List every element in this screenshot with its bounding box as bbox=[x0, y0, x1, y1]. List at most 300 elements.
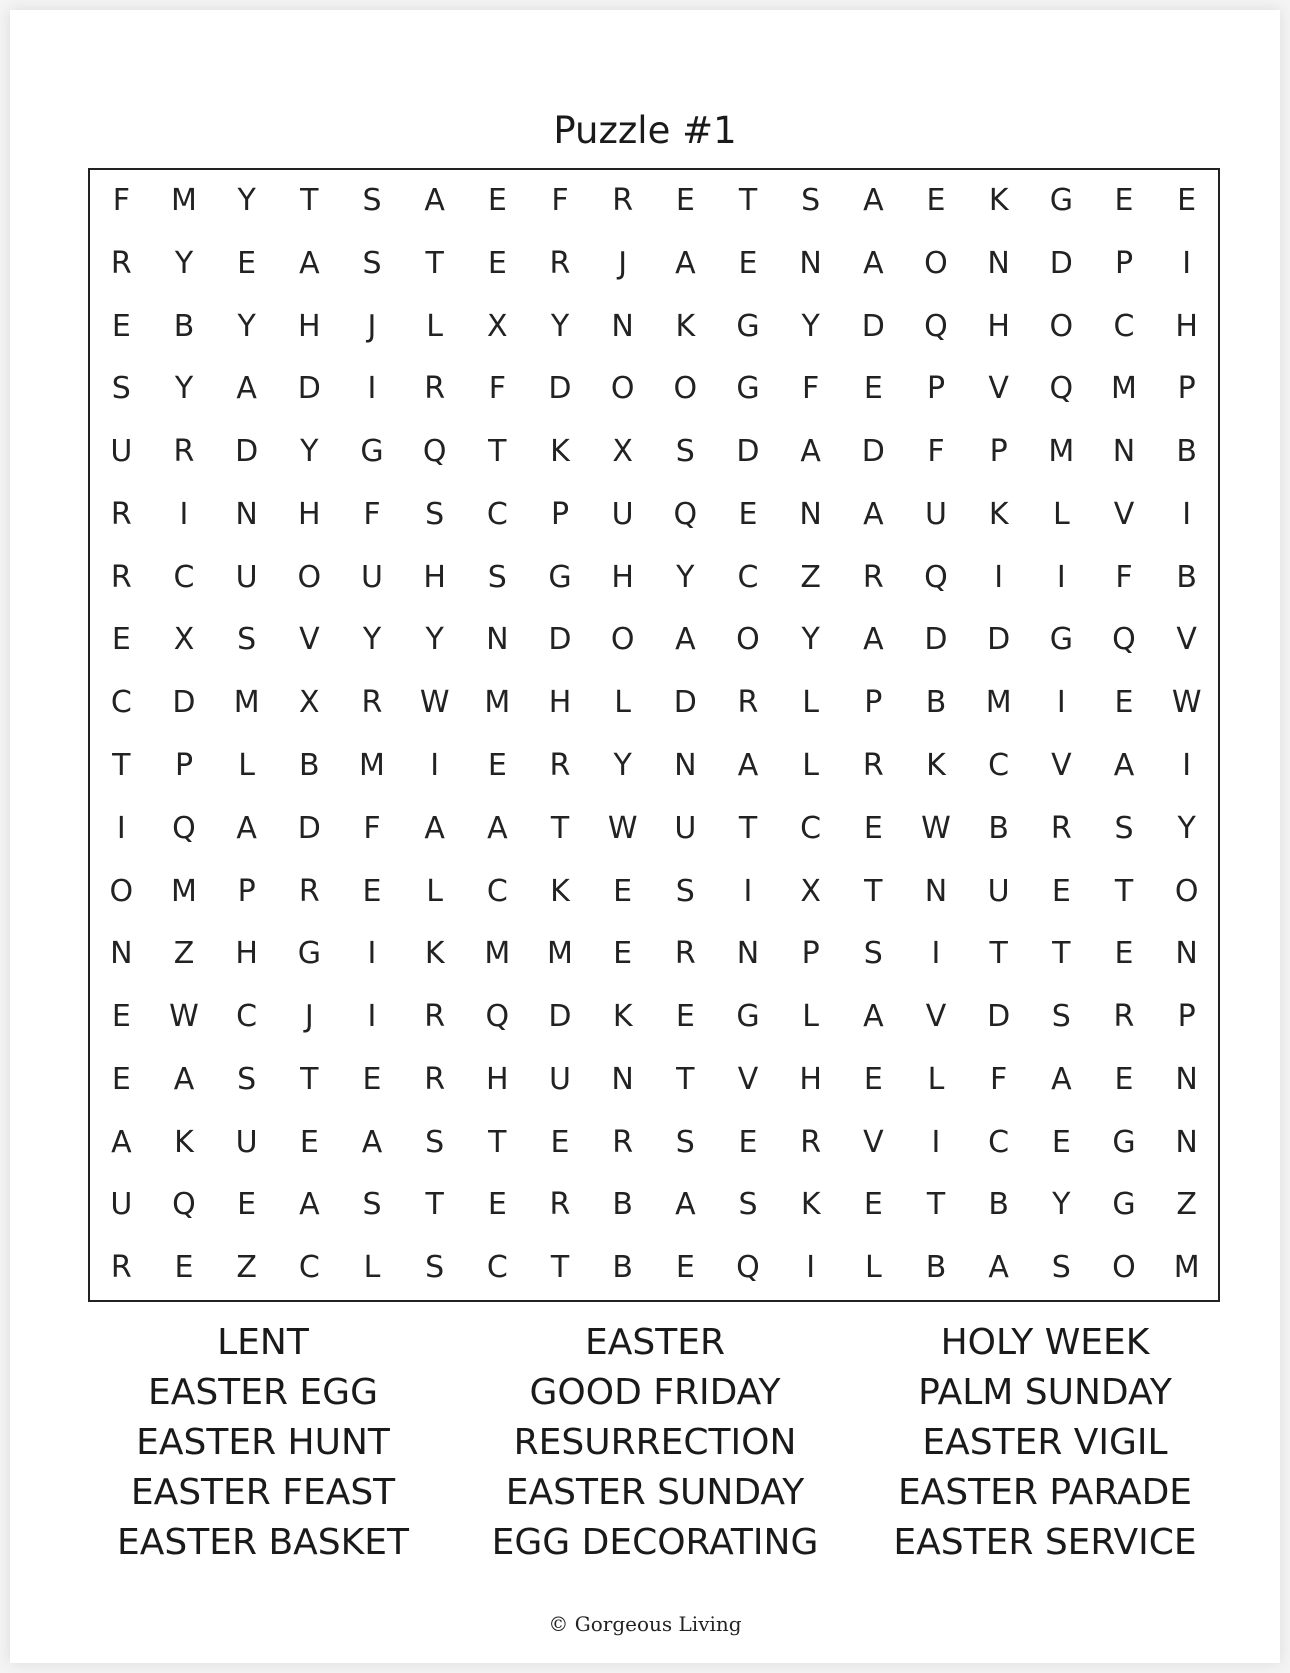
grid-letter: Y bbox=[237, 308, 256, 344]
grid-letter: W bbox=[921, 810, 951, 846]
grid-letter: B bbox=[925, 1250, 947, 1286]
grid-letter: P bbox=[1177, 999, 1196, 1035]
grid-letter: R bbox=[361, 685, 383, 721]
grid-row bbox=[90, 923, 1218, 986]
grid-letter: P bbox=[1177, 371, 1196, 407]
grid-letter: C bbox=[988, 748, 1010, 783]
grid-letter: L bbox=[927, 1061, 945, 1097]
grid-letter: I bbox=[1182, 245, 1192, 281]
grid-letter: E bbox=[675, 1250, 695, 1286]
grid-letter: E bbox=[1051, 1124, 1071, 1160]
grid-letter: C bbox=[236, 999, 258, 1035]
grid-letter: U bbox=[674, 810, 697, 846]
grid-letter: S bbox=[425, 1124, 445, 1160]
grid-letter: K bbox=[988, 496, 1009, 532]
grid-letter: N bbox=[1112, 434, 1136, 470]
grid-letter: Q bbox=[924, 559, 948, 595]
grid-letter: N bbox=[736, 936, 760, 972]
grid-letter: L bbox=[1052, 496, 1070, 532]
grid-letter: A bbox=[487, 810, 508, 846]
grid-letter: S bbox=[487, 559, 507, 595]
grid-letter: H bbox=[298, 496, 321, 532]
grid-letter: R bbox=[110, 245, 132, 281]
grid-letter: E bbox=[675, 999, 695, 1035]
grid-letter: L bbox=[802, 748, 820, 783]
grid-letter: D bbox=[924, 622, 948, 658]
grid-letter: Y bbox=[425, 622, 444, 658]
grid-letter: R bbox=[424, 999, 446, 1035]
grid-letter: U bbox=[110, 1187, 133, 1223]
grid-letter: D bbox=[861, 308, 885, 344]
grid-letter: A bbox=[863, 245, 884, 281]
grid-letter: F bbox=[112, 183, 130, 218]
grid-letter: K bbox=[550, 873, 570, 909]
grid-letter: U bbox=[361, 559, 383, 595]
word-list-item: EASTER FEAST bbox=[130, 1472, 396, 1513]
grid-letter: A bbox=[737, 748, 759, 783]
grid-letter: I bbox=[1182, 496, 1192, 532]
grid-letter: N bbox=[799, 245, 822, 281]
grid-letter: G bbox=[360, 434, 384, 470]
grid-letter: M bbox=[233, 685, 260, 721]
grid-letter: Y bbox=[613, 748, 632, 783]
grid-letter: E bbox=[738, 1124, 758, 1160]
grid-letter: U bbox=[110, 434, 133, 470]
grid-letter: E bbox=[111, 308, 131, 344]
grid-letter: Y bbox=[362, 622, 382, 658]
grid-letter: I bbox=[367, 999, 377, 1035]
grid-letter: U bbox=[925, 496, 947, 532]
grid-letter: O bbox=[673, 371, 698, 407]
grid-letter: A bbox=[173, 1061, 195, 1097]
grid-letter: I bbox=[430, 748, 440, 783]
grid-letter: U bbox=[611, 496, 634, 532]
grid-letter: H bbox=[235, 936, 258, 972]
grid-letter: L bbox=[238, 748, 256, 783]
grid-letter: R bbox=[674, 936, 696, 972]
grid-letter: A bbox=[299, 245, 320, 281]
grid-letter: A bbox=[361, 1124, 383, 1160]
grid-letter: X bbox=[299, 685, 320, 721]
grid-letter: N bbox=[987, 245, 1010, 281]
grid-letter: F bbox=[363, 496, 381, 532]
word-list-column bbox=[830, 1318, 1260, 1568]
grid-letter: P bbox=[237, 873, 256, 909]
grid-letter: A bbox=[863, 496, 884, 532]
grid-letter: E bbox=[1114, 1061, 1134, 1097]
grid-letter: C bbox=[486, 1250, 508, 1286]
grid-letter: D bbox=[987, 622, 1011, 658]
grid-letter: R bbox=[1113, 999, 1135, 1035]
grid-letter: A bbox=[675, 1187, 696, 1223]
grid-letter: G bbox=[1049, 183, 1073, 218]
grid-letter: Y bbox=[174, 245, 194, 281]
word-list-item: EASTER PARADE bbox=[897, 1472, 1193, 1513]
grid-letter: Z bbox=[800, 559, 821, 595]
grid-letter: N bbox=[674, 748, 697, 783]
grid-letter: E bbox=[1114, 183, 1134, 218]
grid-letter: C bbox=[486, 873, 508, 909]
grid-letter: G bbox=[1112, 1187, 1136, 1223]
grid-letter: F bbox=[1115, 559, 1133, 595]
grid-letter: C bbox=[173, 559, 195, 595]
grid-letter: E bbox=[362, 1061, 382, 1097]
grid-letter: H bbox=[611, 559, 634, 595]
grid-letter: W bbox=[1171, 685, 1202, 721]
grid-letter: A bbox=[863, 999, 884, 1035]
grid-letter: E bbox=[738, 496, 758, 532]
grid-letter: B bbox=[173, 308, 195, 344]
grid-letter: S bbox=[863, 936, 883, 972]
grid-letter: G bbox=[736, 371, 760, 407]
grid-letter: K bbox=[550, 434, 570, 470]
grid-letter: L bbox=[864, 1250, 882, 1286]
grid-letter: E bbox=[362, 873, 382, 909]
grid-letter: A bbox=[424, 183, 445, 218]
grid-letter: U bbox=[549, 1061, 571, 1097]
grid-letter: H bbox=[423, 559, 446, 595]
grid-letter: F bbox=[551, 183, 569, 218]
grid-letter: Y bbox=[1177, 810, 1196, 846]
grid-letter: R bbox=[737, 685, 759, 721]
grid-letter: T bbox=[300, 1061, 319, 1097]
grid-letter: S bbox=[111, 371, 131, 407]
grid-letter: H bbox=[298, 308, 321, 344]
grid-letter: I bbox=[116, 810, 126, 846]
grid-letter: G bbox=[1112, 1124, 1136, 1160]
grid-letter: S bbox=[362, 245, 382, 281]
grid-letter: A bbox=[236, 810, 257, 846]
grid-letter: Q bbox=[924, 308, 948, 344]
grid-letter: X bbox=[487, 308, 508, 344]
grid-letter: I bbox=[1056, 559, 1066, 595]
grid-letter: T bbox=[488, 434, 507, 470]
grid-letter: Y bbox=[801, 308, 820, 344]
grid-letter: H bbox=[987, 308, 1010, 344]
grid-letter: C bbox=[737, 559, 759, 595]
grid-letter: E bbox=[1114, 936, 1134, 972]
grid-letter: S bbox=[1114, 810, 1134, 846]
grid-letter: W bbox=[607, 810, 638, 846]
grid-letter: Q bbox=[172, 810, 196, 846]
grid-letter: O bbox=[1174, 873, 1199, 909]
grid-letter: U bbox=[235, 1124, 258, 1160]
grid-letter: L bbox=[802, 685, 820, 721]
grid-letter: H bbox=[1175, 308, 1198, 344]
grid-letter: R bbox=[549, 748, 571, 783]
grid-row bbox=[90, 861, 1218, 924]
grid-letter: E bbox=[1114, 685, 1134, 721]
grid-letter: V bbox=[863, 1124, 884, 1160]
grid-letter: P bbox=[989, 434, 1008, 470]
grid-letter: S bbox=[237, 1061, 257, 1097]
grid-letter: V bbox=[1051, 748, 1072, 783]
grid-letter: Y bbox=[676, 559, 695, 595]
grid-letter: T bbox=[550, 810, 570, 846]
grid-row bbox=[90, 672, 1218, 735]
grid-letter: F bbox=[488, 371, 506, 407]
grid-letter: L bbox=[363, 1250, 381, 1286]
grid-letter: T bbox=[989, 936, 1008, 972]
letter-grid bbox=[90, 170, 1218, 1300]
grid-letter: U bbox=[987, 873, 1010, 909]
grid-letter: J bbox=[304, 999, 314, 1035]
grid-letter: R bbox=[173, 434, 195, 470]
grid-letter: S bbox=[237, 622, 257, 658]
grid-letter: I bbox=[931, 936, 941, 972]
grid-letter: L bbox=[426, 308, 444, 344]
word-list-item: EASTER VIGIL bbox=[922, 1422, 1168, 1463]
puzzle-title: Puzzle #1 bbox=[553, 109, 737, 152]
grid-letter: P bbox=[550, 496, 570, 532]
grid-letter: B bbox=[612, 1250, 633, 1286]
grid-letter: J bbox=[367, 308, 377, 344]
grid-letter: D bbox=[987, 999, 1011, 1035]
grid-letter: D bbox=[861, 434, 885, 470]
grid-letter: K bbox=[612, 999, 633, 1035]
grid-letter: F bbox=[927, 434, 945, 470]
grid-letter: N bbox=[110, 936, 133, 972]
grid-letter: Q bbox=[485, 999, 510, 1035]
grid-letter: P bbox=[1114, 245, 1134, 281]
grid-letter: B bbox=[612, 1187, 633, 1223]
grid-letter: N bbox=[235, 496, 258, 532]
grid-letter: C bbox=[1113, 308, 1135, 344]
grid-letter: T bbox=[1114, 873, 1134, 909]
grid-letter: R bbox=[110, 559, 132, 595]
grid-letter: O bbox=[297, 559, 322, 595]
grid-letter: V bbox=[988, 371, 1009, 407]
grid-letter: V bbox=[299, 622, 320, 658]
grid-letter: M bbox=[359, 748, 385, 783]
grid-letter: V bbox=[737, 1061, 759, 1097]
grid-letter: I bbox=[806, 1250, 816, 1286]
grid-letter: E bbox=[487, 1187, 507, 1223]
grid-letter: S bbox=[801, 183, 821, 218]
grid-letter: Y bbox=[1052, 1187, 1071, 1223]
grid-letter: D bbox=[548, 371, 572, 407]
grid-letter: M bbox=[171, 183, 197, 218]
grid-row bbox=[90, 358, 1218, 421]
word-list-item: PALM SUNDAY bbox=[918, 1372, 1172, 1413]
grid-letter: T bbox=[738, 810, 758, 846]
grid-letter: R bbox=[1050, 810, 1072, 846]
grid-letter: P bbox=[801, 936, 820, 972]
grid-letter: S bbox=[738, 1187, 758, 1223]
grid-letter: Z bbox=[236, 1250, 257, 1286]
grid-letter: C bbox=[110, 685, 132, 721]
grid-letter: Q bbox=[172, 1187, 196, 1223]
grid-letter: O bbox=[610, 622, 635, 658]
grid-letter: E bbox=[174, 1250, 194, 1286]
grid-letter: C bbox=[800, 810, 822, 846]
grid-letter: E bbox=[926, 183, 946, 218]
grid-row bbox=[90, 735, 1218, 798]
grid-letter: C bbox=[486, 496, 508, 532]
grid-row bbox=[90, 798, 1218, 861]
grid-letter: E bbox=[863, 1187, 883, 1223]
grid-letter: S bbox=[675, 873, 695, 909]
word-list-column bbox=[440, 1318, 870, 1568]
grid-letter: E bbox=[613, 873, 633, 909]
grid-letter: Y bbox=[300, 434, 319, 470]
grid-row bbox=[90, 296, 1218, 359]
grid-letter: D bbox=[548, 622, 572, 658]
grid-letter: E bbox=[863, 810, 883, 846]
grid-letter: R bbox=[862, 559, 884, 595]
grid-row bbox=[90, 1049, 1218, 1112]
grid-row bbox=[90, 484, 1218, 547]
grid-letter: D bbox=[736, 434, 760, 470]
grid-letter: D bbox=[235, 434, 259, 470]
grid-letter: A bbox=[675, 622, 696, 658]
grid-letter: T bbox=[676, 1061, 695, 1097]
grid-letter: M bbox=[171, 873, 197, 909]
grid-letter: R bbox=[424, 371, 446, 407]
grid-letter: K bbox=[675, 308, 696, 344]
grid-letter: G bbox=[548, 559, 572, 595]
word-list-column bbox=[48, 1318, 478, 1568]
grid-letter: N bbox=[799, 496, 822, 532]
grid-letter: S bbox=[425, 496, 445, 532]
grid-letter: O bbox=[109, 873, 134, 909]
grid-letter: N bbox=[486, 622, 509, 658]
grid-letter: A bbox=[236, 371, 257, 407]
grid-letter: B bbox=[299, 748, 320, 783]
grid-letter: I bbox=[743, 873, 753, 909]
word-list-item: EGG DECORATING bbox=[491, 1522, 819, 1563]
grid-letter: K bbox=[174, 1124, 194, 1160]
grid-row bbox=[90, 421, 1218, 484]
grid-letter: X bbox=[800, 873, 821, 909]
grid-letter: Q bbox=[736, 1250, 760, 1286]
grid-letter: G bbox=[1049, 622, 1073, 658]
word-list-item: EASTER SERVICE bbox=[893, 1522, 1197, 1563]
grid-letter: D bbox=[1049, 245, 1073, 281]
grid-letter: F bbox=[802, 371, 820, 407]
grid-letter: N bbox=[611, 308, 634, 344]
grid-letter: T bbox=[550, 1250, 570, 1286]
grid-letter: N bbox=[1175, 1124, 1198, 1160]
grid-letter: A bbox=[800, 434, 821, 470]
grid-letter: R bbox=[862, 748, 884, 783]
grid-letter: R bbox=[110, 496, 132, 532]
grid-letter: R bbox=[800, 1124, 822, 1160]
grid-letter: T bbox=[425, 1187, 444, 1223]
grid-letter: Q bbox=[422, 434, 447, 470]
grid-letter: Q bbox=[1049, 371, 1074, 407]
grid-letter: B bbox=[1176, 559, 1197, 595]
grid-letter: Y bbox=[237, 183, 256, 218]
grid-letter: E bbox=[487, 748, 507, 783]
grid-letter: M bbox=[1111, 371, 1137, 407]
grid-letter: I bbox=[1056, 685, 1066, 721]
grid-letter: Y bbox=[801, 622, 820, 658]
grid-letter: A bbox=[863, 183, 884, 218]
grid-letter: E bbox=[237, 1187, 257, 1223]
grid-letter: S bbox=[362, 183, 382, 218]
grid-letter: S bbox=[362, 1187, 382, 1223]
grid-letter: Y bbox=[550, 308, 570, 344]
grid-letter: T bbox=[488, 1124, 507, 1160]
grid-letter: E bbox=[550, 1124, 570, 1160]
grid-letter: E bbox=[487, 183, 507, 218]
grid-letter: R bbox=[612, 183, 634, 218]
grid-row bbox=[90, 170, 1218, 233]
grid-letter: L bbox=[614, 685, 632, 721]
grid-letter: O bbox=[924, 245, 948, 281]
grid-letter: E bbox=[487, 245, 507, 281]
grid-letter: H bbox=[799, 1061, 822, 1097]
copyright-notice: © Gorgeous Living bbox=[548, 1612, 742, 1636]
word-list-item: EASTER HUNT bbox=[136, 1422, 390, 1463]
grid-letter: A bbox=[988, 1250, 1009, 1286]
grid-letter: V bbox=[1176, 622, 1197, 658]
grid-letter: A bbox=[111, 1124, 132, 1160]
grid-letter: O bbox=[736, 622, 760, 658]
grid-letter: H bbox=[548, 685, 572, 721]
grid-letter: I bbox=[1182, 748, 1192, 783]
grid-letter: D bbox=[297, 371, 321, 407]
grid-letter: E bbox=[111, 622, 131, 658]
grid-letter: E bbox=[1177, 183, 1197, 218]
grid-letter: N bbox=[1175, 1061, 1198, 1097]
grid-letter: V bbox=[925, 999, 947, 1035]
grid-letter: D bbox=[297, 810, 321, 846]
grid-letter: B bbox=[988, 1187, 1009, 1223]
word-list-item: EASTER bbox=[585, 1322, 725, 1363]
grid-letter: L bbox=[802, 999, 820, 1035]
grid-letter: G bbox=[297, 936, 321, 972]
grid-letter: Z bbox=[173, 936, 195, 972]
grid-letter: T bbox=[112, 748, 131, 783]
grid-letter: X bbox=[173, 622, 195, 658]
grid-letter: P bbox=[926, 371, 946, 407]
word-list-item: EASTER SUNDAY bbox=[505, 1472, 805, 1513]
grid-letter: D bbox=[548, 999, 572, 1035]
grid-letter: F bbox=[363, 810, 381, 846]
grid-letter: H bbox=[486, 1061, 509, 1097]
grid-letter: R bbox=[549, 245, 571, 281]
grid-letter: S bbox=[1051, 999, 1071, 1035]
grid-letter: M bbox=[484, 936, 511, 972]
word-list-item: RESURRECTION bbox=[513, 1422, 797, 1463]
grid-letter: T bbox=[738, 183, 758, 218]
grid-letter: E bbox=[863, 1061, 883, 1097]
grid-row bbox=[90, 233, 1218, 296]
grid-letter: E bbox=[613, 936, 633, 972]
grid-letter: E bbox=[237, 245, 257, 281]
grid-letter: P bbox=[174, 748, 194, 783]
grid-letter: I bbox=[994, 559, 1004, 595]
grid-letter: O bbox=[1049, 308, 1074, 344]
grid-letter: Q bbox=[673, 496, 698, 532]
grid-letter: I bbox=[367, 371, 377, 407]
grid-letter: R bbox=[549, 1187, 571, 1223]
grid-letter: A bbox=[424, 810, 445, 846]
grid-letter: D bbox=[673, 685, 697, 721]
grid-row bbox=[90, 1237, 1218, 1300]
grid-letter: K bbox=[988, 183, 1009, 218]
grid-letter: B bbox=[925, 685, 947, 721]
grid-letter: A bbox=[863, 622, 884, 658]
grid-letter: E bbox=[863, 371, 883, 407]
grid-letter: E bbox=[111, 999, 131, 1035]
grid-row bbox=[90, 986, 1218, 1049]
grid-letter: B bbox=[1176, 434, 1197, 470]
word-list-item: EASTER EGG bbox=[148, 1372, 378, 1413]
grid-letter: D bbox=[172, 685, 196, 721]
